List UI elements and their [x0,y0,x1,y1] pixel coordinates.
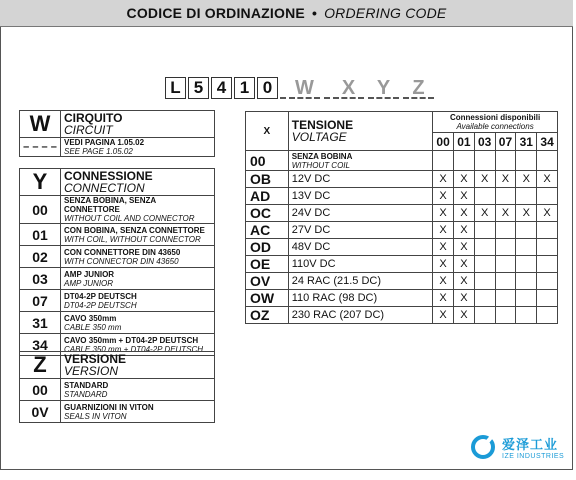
code-char: 1 [234,77,255,99]
connection-column-header: 03 [474,133,495,151]
code-separator [280,77,286,99]
availability-cell [433,151,454,171]
logo-ring-icon [470,434,496,460]
availability-cell [537,151,558,171]
availability-cell [516,151,537,171]
logo-name-en: IZE INDUSTRIES [502,453,565,460]
availability-cell [495,273,516,290]
availability-cell [474,222,495,239]
availability-cell [495,151,516,171]
code-char: L [165,77,186,99]
voltage-label: 110 RAC (98 DC) [288,290,432,307]
table-row: 03 AMP JUNIOR AMP JUNIOR [20,268,215,290]
availability-cell [495,290,516,307]
availability-cell [537,273,558,290]
title-separator: • [311,5,318,21]
table-row: 00 STANDARD STANDARD [20,379,215,401]
availability-cell [474,151,495,171]
availability-cell [495,222,516,239]
title-italian: CODICE DI ORDINAZIONE [126,5,305,21]
table-row: 0V GUARNIZIONI IN VITON SEALS IN VITON [20,401,215,423]
table-row [246,290,558,307]
availability-cell [474,256,495,273]
availability-mark: X [433,188,454,205]
logo-name-cn: 爱泽工业 [502,437,559,452]
table-row: 02 CON CONNETTORE DIN 43650 WITH CONNECTOR DIN 43650 [20,246,215,268]
voltage-code: OB [246,171,289,188]
circuit-code: – – – – [20,138,61,157]
table-row [246,188,558,205]
connection-column-header: 34 [537,133,558,151]
voltage-code: AC [246,222,289,239]
availability-mark: X [433,171,454,188]
availability-cell [537,307,558,324]
voltage-label: 110V DC [288,256,432,273]
version-title: VERSIONE VERSION [61,352,215,379]
table-row [246,205,558,222]
version-table [19,351,215,423]
availability-mark: X [537,171,558,188]
connection-column-header: 00 [433,133,454,151]
ordering-code [165,77,438,99]
availability-cell [537,222,558,239]
voltage-code: OZ [246,307,289,324]
circuit-symbol: W [20,111,61,138]
voltage-table [245,111,558,324]
availability-cell [516,290,537,307]
voltage-title: TENSIONE VOLTAGE [288,112,432,151]
code-separator [324,77,330,99]
availability-mark: X [433,222,454,239]
availability-cell [537,290,558,307]
voltage-label: 12V DC [288,171,432,188]
code-placeholder-y: Y [368,77,399,99]
code-char: 0 [257,77,278,99]
availability-cell [474,307,495,324]
availability-cell [474,273,495,290]
availability-mark: X [453,171,474,188]
circuit-desc: VEDI PAGINA 1.05.02 SEE PAGE 1.05.02 [61,138,215,157]
availability-cell [537,188,558,205]
company-logo [470,434,564,460]
connection-column-header: 31 [516,133,537,151]
table-row: 00 SENZA BOBINA, SENZA CONNETTORE WITHOUT COIL AND CONNECTOR [20,196,215,224]
table-row: 31 CAVO 350mm CABLE 350 mm [20,312,215,334]
availability-cell [495,239,516,256]
availability-mark: X [474,171,495,188]
table-row: 01 CON BOBINA, SENZA CONNETTORE WITH COIL, WITHOUT CONNECTOR [20,224,215,246]
availability-mark: X [474,205,495,222]
table-row [246,307,558,324]
availability-mark: X [433,273,454,290]
availability-mark: X [453,188,474,205]
availability-mark: X [433,205,454,222]
voltage-symbol: X [246,112,289,151]
connection-column-header: 01 [453,133,474,151]
availability-cell [453,151,474,171]
availability-cell [537,256,558,273]
availability-mark: X [453,239,474,256]
table-row [246,273,558,290]
voltage-label: SENZA BOBINA WITHOUT COIL [288,151,432,171]
table-row [20,138,215,157]
availability-mark: X [453,256,474,273]
availability-cell [516,222,537,239]
table-row [246,222,558,239]
availability-cell [474,290,495,307]
availability-mark: X [453,273,474,290]
availability-mark: X [433,290,454,307]
voltage-code: AD [246,188,289,205]
voltage-label: 24V DC [288,205,432,222]
table-row: 34 CAVO 350mm + DT04-2P DEUTSCH CABLE 350 mm + DT04-2P DEUTSCH [20,334,215,356]
version-symbol: Z [20,352,61,379]
availability-mark: X [495,205,516,222]
table-row [246,151,558,171]
voltage-code: OV [246,273,289,290]
connection-title: CONNESSIONE CONNECTION [61,169,215,196]
code-placeholder-z: Z [403,77,434,99]
voltage-label: 24 RAC (21.5 DC) [288,273,432,290]
availability-mark: X [433,256,454,273]
availability-mark: X [453,290,474,307]
voltage-code: OW [246,290,289,307]
voltage-code: OE [246,256,289,273]
availability-cell [537,239,558,256]
availability-mark: X [433,239,454,256]
table-row [246,256,558,273]
availability-mark: X [516,171,537,188]
voltage-label: 230 RAC (207 DC) [288,307,432,324]
connection-table [19,168,215,356]
circuit-table [19,110,215,157]
availability-cell [516,239,537,256]
code-char: 4 [211,77,232,99]
availability-mark: X [453,205,474,222]
availability-mark: X [453,307,474,324]
page-header [0,0,573,27]
voltage-label: 27V DC [288,222,432,239]
availability-mark: X [453,222,474,239]
voltage-label: 48V DC [288,239,432,256]
availability-mark: X [537,205,558,222]
availability-cell [474,188,495,205]
voltage-code: OC [246,205,289,222]
availability-mark: X [495,171,516,188]
availability-cell [516,307,537,324]
availability-cell [516,188,537,205]
code-char: 5 [188,77,209,99]
availability-mark: X [433,307,454,324]
availability-cell [495,307,516,324]
table-row [246,239,558,256]
connection-column-header: 07 [495,133,516,151]
table-row: 07 DT04-2P DEUTSCH DT04-2P DEUTSCH [20,290,215,312]
voltage-code: 00 [246,151,289,171]
availability-cell [495,188,516,205]
code-placeholder-w: W [289,77,320,99]
voltage-label: 13V DC [288,188,432,205]
voltage-code: OD [246,239,289,256]
connections-header: Connessioni disponibili Available connections [433,112,558,133]
code-placeholder-x: X [333,77,364,99]
availability-cell [516,256,537,273]
availability-mark: X [516,205,537,222]
availability-cell [474,239,495,256]
table-row [246,171,558,188]
connection-symbol: Y [20,169,61,196]
availability-cell [516,273,537,290]
availability-cell [495,256,516,273]
title-english: ORDERING CODE [324,5,447,21]
circuit-title: CIRQUITO CIRCUIT [61,111,215,138]
